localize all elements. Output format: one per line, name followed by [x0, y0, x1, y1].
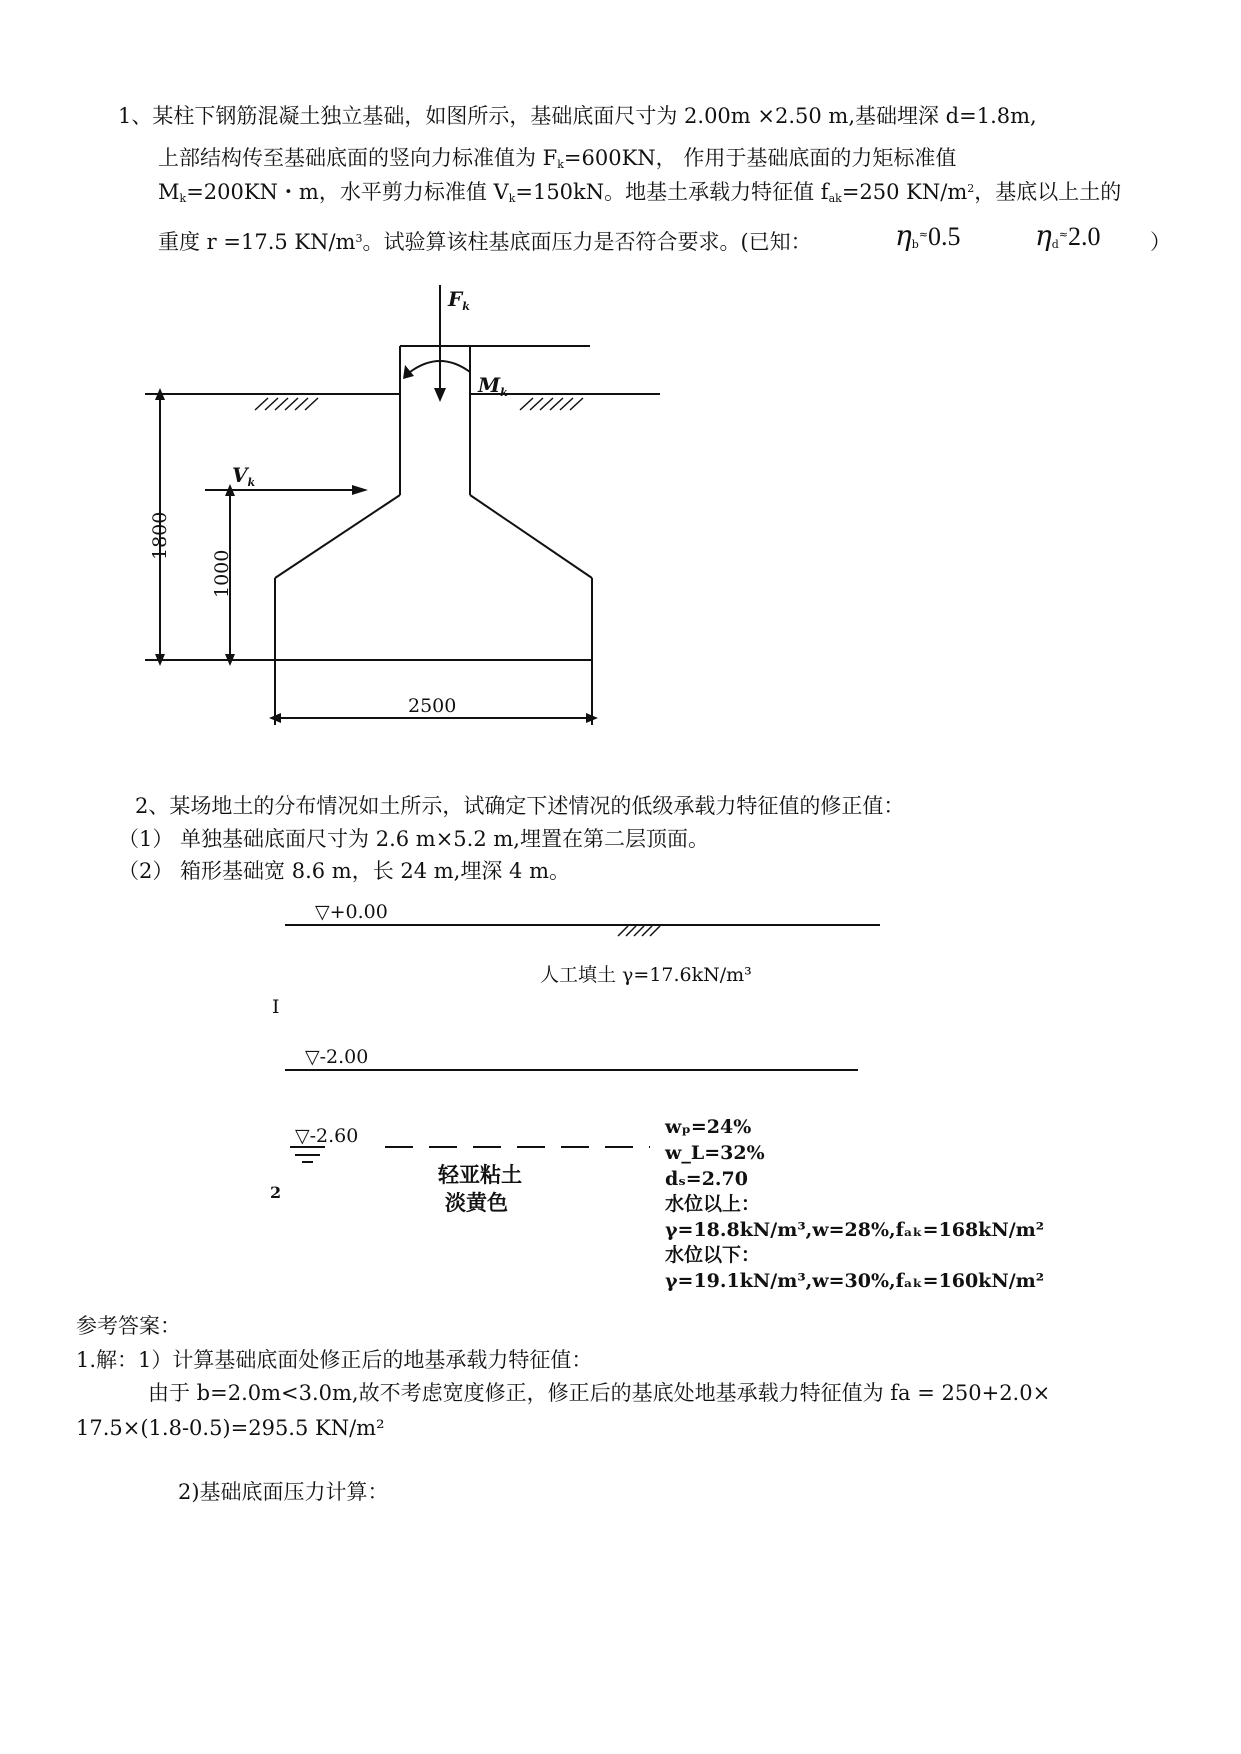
dim-1800: 1800 [149, 511, 171, 560]
prop-wp: wₚ=24% [665, 1116, 752, 1138]
dim-2500: 2500 [408, 695, 457, 717]
prop-below-values: γ=19.1kN/m³,w=30%,fₐₖ=160kN/m² [665, 1270, 1045, 1292]
shear-label: $V_k$ [232, 463, 256, 489]
layer-mark-1: I [272, 996, 280, 1018]
elev-0: ▽+0.00 [315, 901, 388, 923]
layer1-label: 人工填土 γ=17.6kN/m³ [540, 964, 752, 986]
q1-line3: $M_k=200KN$・m，水平剪力标准值 $V_k=150kN$。地基土承载力特征值 $f_{ak}=250$ $KN/m^2$，基底以上土的 [158, 180, 1122, 205]
soil-properties [664, 1116, 1044, 1292]
solution-line2: 17.5×(1.8-0.5)=295.5 KN/m² [76, 1416, 385, 1440]
q1-line4: 重度 r =17.5 $KN/m^3$。试验算该柱基底面压力是否符合要求。(已知： [158, 230, 812, 254]
solution-title: 1.解：1）计算基础底面处修正后的地基承载力特征值： [76, 1348, 593, 1372]
layer2-name: 轻亚粘土 [438, 1162, 522, 1187]
eta-d: $\eta_d^\approx 2.0$ [1035, 219, 1101, 252]
q2-item2: （2） 箱形基础宽 8.6 m，长 24 m,埋深 4 m。 [118, 859, 570, 883]
foundation-diagram [0, 0, 1241, 780]
q1-close-paren: ） [1150, 230, 1171, 254]
elev-2-6: ▽-2.60 [295, 1125, 359, 1147]
prop-ds: dₛ=2.70 [665, 1168, 748, 1190]
force-label: $F_k$ [448, 287, 470, 313]
dim-1000: 1000 [211, 549, 233, 598]
elev-2: ▽-2.00 [305, 1046, 369, 1068]
step2-heading: 2)基础底面压力计算： [178, 1480, 389, 1504]
q2-title: 2、某场地土的分布情况如土所示，试确定下述情况的低级承载力特征值的修正值： [135, 794, 905, 818]
q1-line2: 上部结构传至基础底面的竖向力标准值为 $F_k=600KN$， 作用于基础底面的力矩标准值 [158, 146, 957, 171]
prop-above-values: γ=18.8kN/m³,w=28%,fₐₖ=168kN/m² [665, 1219, 1045, 1241]
prop-below-water: 水位以下： [665, 1244, 761, 1266]
q1-line1: 1、某柱下钢筋混凝土独立基础，如图所示，基础底面尺寸为 2.00m ×2.50 m,基础埋深 d=1.8m, [118, 104, 1037, 128]
eta-b: $\eta_b^\approx 0.5$ [895, 219, 961, 252]
moment-label: $M_k$ [478, 373, 508, 399]
layer2-color: 淡黄色 [445, 1190, 508, 1215]
layer-mark-2: 2 [270, 1183, 282, 1202]
q2-item1: （1） 单独基础底面尺寸为 2.6 m×5.2 m,埋置在第二层顶面。 [118, 827, 709, 851]
soil-profile-diagram [0, 880, 1241, 1300]
solution-line1: 由于 b=2.0m<3.0m,故不考虑宽度修正，修正后的基底处地基承载力特征值为 fa = 250+2.0× [148, 1381, 1051, 1405]
prop-wl: w_L=32% [665, 1142, 765, 1164]
prop-above-water: 水位以上： [665, 1193, 761, 1215]
answer-heading: 参考答案： [76, 1314, 181, 1338]
